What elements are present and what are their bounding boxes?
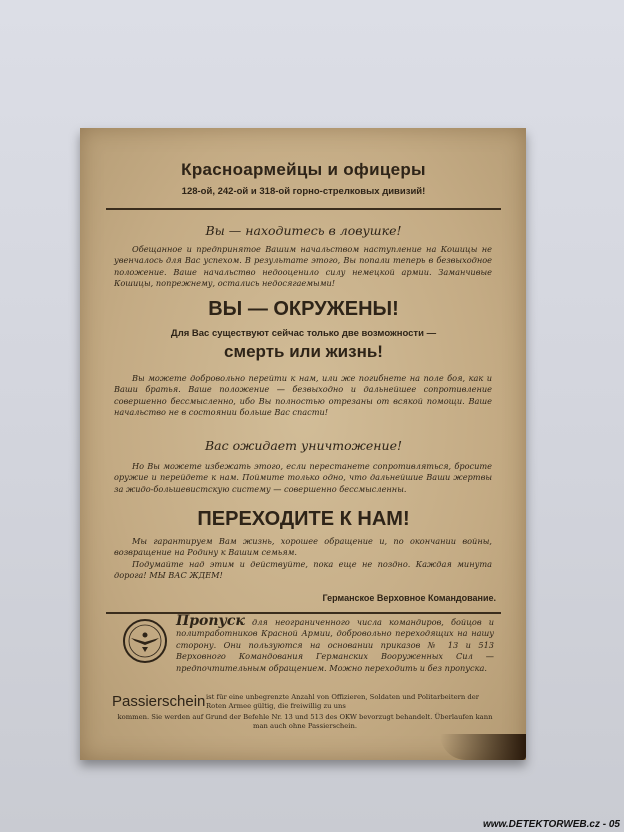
passierschein-word: Passierschein: [112, 693, 206, 710]
watermark: www.DETEKTORWEB.cz - 05: [482, 819, 620, 830]
signature: Германское Верховное Командование.: [322, 593, 496, 603]
trap-heading: Вы — находитесь в ловушке!: [205, 223, 402, 238]
propusk-paragraph: [176, 613, 494, 674]
propusk-text: для неограниченного числа командиров, бойцов и политработников Красной Армии, добровольно переходящих на нашу сторону. Они пользуются на основании приказов № 13 и 513 Верховного Командования Германских Вооруженных Сил — предпочтительным обращением. Можно переходить и без пропуска.: [176, 617, 494, 673]
leaflet-paper: [80, 128, 526, 760]
leaflet-subtitle: 128-ой, 242-ой и 318-ой горно-стрелковых дивизий!: [181, 186, 426, 197]
destruction-heading: Вас ожидает уничтожение!: [205, 438, 402, 453]
propusk-word: Пропуск: [176, 613, 245, 629]
burned-corner: [440, 734, 526, 760]
death-or-life-heading: смерть или жизнь!: [224, 342, 383, 361]
come-over-heading: ПЕРЕХОДИТЕ К НАМ!: [197, 508, 410, 530]
guarantee-paragraph: Мы гарантируем Вам жизнь, хорошее обращение и, по окончании войны, возвращение на Родину к Вашим семьям.: [114, 536, 492, 558]
surrender-paragraph: Но Вы можете избежать этого, если перестанете сопротивляться, бросите оружие и перейдете к нам. Поймите только одно, что дальнейшие Ваши жертвы за жидо-большевистскую систему — совершенно бессмысленны.: [114, 461, 492, 494]
trap-paragraph: Обещанное и предпринятое Вашим начальством наступление на Кошицы не увенчалось для Вас успехом. В результате этого, Вы попали теперь в безвыходное положение. Ваше начальство недооценило силу немецкой армии. Заманчивые Кошицы, попрежнему, остались недосягаемыми!: [114, 244, 492, 289]
passierschein-text-continued: kommen. Sie werden auf Grund der Befehle Nr. 13 und 513 des OKW bevorzugt behandelt. Überlaufen kann man auch ohne Passierschein.: [117, 713, 493, 730]
hopeless-paragraph: Вы можете добровольно перейти к нам, или же погибнете на поле боя, как и Ваши братья. Ваше положение — безвыходно и дальнейшее сопротивление совершенно бессмысленно, ибо Вы полностью отрезаны от всякой помощи. Ваше начальство не в состоянии больше Вас спасти!: [114, 373, 492, 418]
leaflet-title: Красноармейцы и офицеры: [181, 160, 426, 179]
think-paragraph: Подумайте над этим и действуйте, пока еще не поздно. Каждая минута дорога! МЫ ВАС ЖДЕМ!: [114, 559, 492, 581]
surrounded-heading: ВЫ — ОКРУЖЕНЫ!: [208, 298, 399, 320]
title-divider: [106, 208, 501, 210]
eagle-emblem-icon: [122, 618, 168, 664]
pass-divider: [106, 612, 501, 614]
passierschein-text: ist für eine unbegrenzte Anzahl von Offizieren, Soldaten und Politarbeitern der Roten Armee gültig, die freiwillig zu uns: [206, 693, 480, 710]
two-options-text: Для Вас существуют сейчас только две возможности —: [170, 328, 437, 339]
